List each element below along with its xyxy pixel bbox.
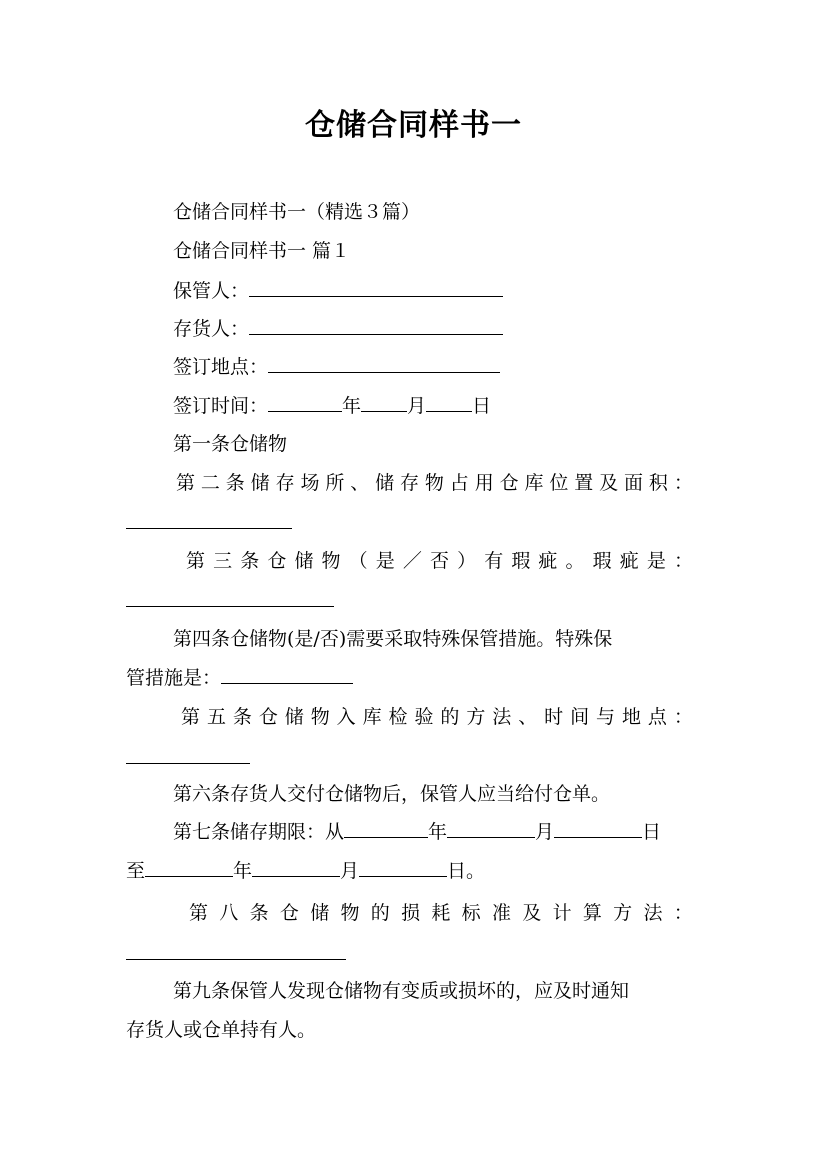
article-2-char: 场 (300, 472, 320, 494)
article-5-char: ： (673, 706, 693, 728)
article-8-char: ： (673, 902, 693, 924)
article-3-char: 仓 (267, 550, 287, 572)
year-label: 年 (342, 395, 362, 417)
article-2-char: 存 (400, 472, 420, 494)
time-label: 签订时间： (173, 395, 269, 417)
article-8-char: 条 (249, 902, 269, 924)
article-8-char: 第 (189, 902, 209, 924)
article-3-char: 否 (429, 550, 449, 572)
article-2-char: 存 (275, 472, 295, 494)
article-4-line-2 (126, 666, 353, 690)
month-blank (361, 394, 407, 412)
article-3-char: 第 (186, 550, 206, 572)
depositor-blank (249, 317, 503, 335)
start-day-label: 日 (642, 821, 662, 843)
article-8-char: 仓 (279, 902, 299, 924)
article-2-char: 物 (424, 472, 444, 494)
article-5-char: 五 (206, 706, 226, 728)
article-8-char: 耗 (431, 902, 451, 924)
article-8-char: 储 (310, 902, 330, 924)
article-3-char: 条 (240, 550, 260, 572)
keeper-line (173, 279, 503, 303)
article-3-char: ／ (402, 550, 422, 572)
article-8-char: 物 (340, 902, 360, 924)
month-label: 月 (407, 395, 427, 417)
article-2 (176, 471, 693, 495)
article-5-char: 间 (570, 706, 590, 728)
article-3 (186, 549, 693, 573)
article-2-char: 、 (350, 472, 370, 494)
article-8-char: 算 (582, 902, 602, 924)
article-5-char: 仓 (258, 706, 278, 728)
day-blank (426, 394, 472, 412)
end-month-blank (252, 859, 340, 877)
article-5-char: 入 (336, 706, 356, 728)
article-2-char: 置 (574, 472, 594, 494)
article-8-char: 准 (491, 902, 511, 924)
place-label: 签订地点： (173, 356, 269, 378)
article-4-blank (221, 666, 353, 684)
article-2-char: 位 (549, 472, 569, 494)
article-2-char: 面 (624, 472, 644, 494)
place-blank (268, 355, 500, 373)
article-3-char: 是 (646, 550, 666, 572)
start-month-blank (447, 820, 535, 838)
article-3-char: 疵 (538, 550, 558, 572)
document-title: 仓储合同样书一 (305, 108, 522, 143)
article-3-blank (126, 606, 334, 607)
article-3-char: ： (673, 550, 693, 572)
time-line (173, 394, 491, 418)
end-month-label: 月 (340, 860, 360, 882)
keeper-label: 保管人： (173, 280, 250, 302)
place-line (173, 355, 500, 379)
start-month-label: 月 (535, 821, 555, 843)
article-2-char: 积 (648, 472, 668, 494)
end-year-blank (145, 859, 233, 877)
article-3-char: 三 (213, 550, 233, 572)
article-5-char: 地 (621, 706, 641, 728)
article-5-char: 方 (466, 706, 486, 728)
article-5-char: 点 (647, 706, 667, 728)
article-3-char: 。 (565, 550, 585, 572)
article-3-char: 储 (294, 550, 314, 572)
day-label: 日 (472, 395, 492, 417)
article-5-char: 物 (310, 706, 330, 728)
article-2-char: 仓 (499, 472, 519, 494)
article-2-char: 储 (375, 472, 395, 494)
article-2-char: 所 (325, 472, 345, 494)
article-8-char: 方 (613, 902, 633, 924)
article-5-char: 验 (414, 706, 434, 728)
article-3-char: 有 (484, 550, 504, 572)
article-4-label: 管措施是： (126, 667, 222, 689)
article-2-char: 第 (176, 472, 196, 494)
depositor-label: 存货人： (173, 318, 250, 340)
article-5-char: 与 (596, 706, 616, 728)
article-5-char: 的 (440, 706, 460, 728)
article-6: 第六条存货人交付仓储物后，保管人应当给付仓单。 (173, 783, 611, 805)
article-7-to: 至 (126, 860, 146, 882)
article-3-char: 瑕 (592, 550, 612, 572)
article-7-line-2 (126, 859, 485, 883)
article-5 (181, 705, 693, 729)
article-8-char: 计 (552, 902, 572, 924)
article-8-char: 损 (401, 902, 421, 924)
article-2-char: 及 (599, 472, 619, 494)
article-2-char: 条 (225, 472, 245, 494)
article-2-char: 二 (200, 472, 220, 494)
article-5-char: 时 (544, 706, 564, 728)
article-3-char: 疵 (619, 550, 639, 572)
article-5-char: 库 (362, 706, 382, 728)
article-8-char: 的 (370, 902, 390, 924)
article-8 (189, 901, 693, 925)
article-2-char: 用 (474, 472, 494, 494)
article-2-char: ： (673, 472, 693, 494)
document-subtitle: 仓储合同样书一（精选３篇） (173, 201, 421, 223)
article-3-char: （ (348, 550, 368, 572)
article-5-char: 储 (284, 706, 304, 728)
article-2-char: 库 (524, 472, 544, 494)
keeper-blank (249, 279, 503, 297)
article-2-char: 占 (449, 472, 469, 494)
article-9-line-1: 第九条保管人发现仓储物有变质或损坏的，应及时通知 (173, 980, 630, 1002)
article-5-char: 法 (492, 706, 512, 728)
start-day-blank (554, 820, 642, 838)
section-heading: 仓储合同样书一 篇１ (173, 240, 351, 262)
depositor-line (173, 317, 503, 341)
article-4-line-1: 第四条仓储物(是/否)需要采取特殊保管措施。特殊保 (173, 628, 613, 650)
article-3-char: 是 (375, 550, 395, 572)
article-2-blank (126, 528, 292, 529)
article-8-blank (126, 959, 346, 960)
article-5-char: 条 (232, 706, 252, 728)
article-3-char: ） (457, 550, 477, 572)
article-9-line-2: 存货人或仓单持有人。 (126, 1019, 317, 1041)
article-2-char: 储 (250, 472, 270, 494)
article-3-char: 瑕 (511, 550, 531, 572)
article-3-char: 物 (321, 550, 341, 572)
article-8-char: 及 (522, 902, 542, 924)
article-5-blank (126, 763, 250, 764)
article-5-char: 、 (518, 706, 538, 728)
end-day-label: 日。 (447, 860, 486, 882)
article-8-char: 八 (219, 902, 239, 924)
start-year-label: 年 (428, 821, 448, 843)
article-8-char: 法 (643, 902, 663, 924)
article-7-line-1 (173, 820, 661, 844)
end-year-label: 年 (233, 860, 253, 882)
article-7-prefix: 第七条储存期限：从 (173, 821, 345, 843)
end-day-blank (359, 859, 447, 877)
article-5-char: 检 (388, 706, 408, 728)
article-5-char: 第 (181, 706, 201, 728)
article-8-char: 标 (461, 902, 481, 924)
start-year-blank (344, 820, 428, 838)
article-1: 第一条仓储物 (173, 433, 288, 455)
year-blank (268, 394, 342, 412)
